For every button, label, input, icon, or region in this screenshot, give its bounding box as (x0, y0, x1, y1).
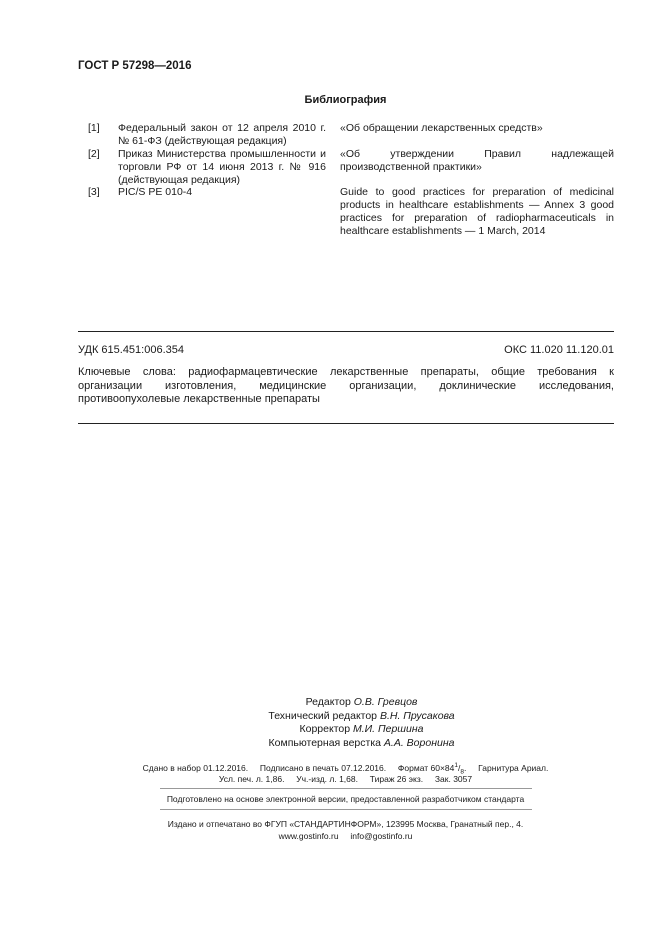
imprint-divider (160, 788, 532, 789)
credit-name: А.А. Воронина (383, 736, 455, 749)
bib-entry-number: [1] (88, 122, 100, 134)
standard-number: ГОСТ Р 57298—2016 (78, 60, 192, 72)
bib-entry-source: Приказ Министерства промышленности и торговли РФ от 14 июня 2013 г. № 916 (действующая редакция) (118, 148, 326, 186)
bib-entry-source: PIC/S PE 010-4 (118, 186, 193, 198)
credit-name: О.В. Гревцов (353, 696, 418, 708)
credit-tech-editor (62, 710, 661, 724)
bibliography-title: Библиография (304, 94, 387, 106)
bottom-divider (78, 423, 614, 424)
credit-role: Компьютерная верстка (268, 736, 381, 749)
keywords: Ключевые слова: радиофармацевтические лекарственные препараты, общие требования к организации изготовления, медицинские организации, доклинические исследования, противоопухолевые лекарственные препараты (78, 366, 614, 405)
credit-role: Редактор (305, 696, 351, 708)
top-divider (78, 331, 614, 332)
credit-role: Корректор (299, 723, 351, 735)
credit-name: В.Н. Прусакова (379, 709, 455, 722)
bib-entry-title: «Об обращении лекарственных средств» (340, 122, 543, 134)
credits-block (0, 696, 661, 750)
credit-corrector (62, 723, 661, 737)
imprint-line-2: Усл. печ. л. 1,86. Уч.-изд. л. 1,68. Тираж 26 экз. Зак. 3057 (218, 774, 473, 784)
bib-entry-number: [3] (88, 186, 100, 198)
bib-entry-source: Федеральный закон от 12 апреля 2010 г. № 61-ФЗ (действующая редакция) (118, 122, 326, 147)
credit-role: Технический редактор (268, 709, 378, 722)
format-fraction-numerator: 1 (454, 762, 458, 769)
bib-entry-title: «Об утверждении Правил надлежащей производственной практики» (340, 148, 614, 173)
web-contacts: www.gostinfo.ru info@gostinfo.ru (278, 831, 413, 841)
credit-name: М.И. Першина (353, 723, 424, 735)
bib-entry-title: Guide to good practices for preparation of medicinal products in healthcare establishments — Annex 3 good practices for preparation of radiopharmaceuticals in healthcare establishments — 1 March, 2014 (340, 186, 614, 237)
publisher-line: Издано и отпечатано во ФГУП «СТАНДАРТИНФОРМ», 123995 Москва, Гранатный пер., 4. (167, 819, 524, 829)
imprint-text: . Гарнитура Ариал. (464, 762, 549, 773)
publisher-divider (160, 809, 532, 810)
imprint-line-1: Сдано в набор 01.12.2016. Подписано в печать 07.12.2016. Формат $60\times 84^1/_8$. Гарнитура Ариал. (142, 762, 549, 776)
imprint-text: Сдано в набор 01.12.2016. Подписано в печать 07.12.2016. Формат 60×84 (142, 762, 455, 773)
oks-code: ОКС 11.020 11.120.01 (504, 344, 614, 356)
format-fraction-denominator: 8 (460, 768, 464, 776)
bib-entry-number: [2] (88, 148, 100, 160)
udk-code: УДК 615.451:006.354 (78, 344, 184, 356)
credit-layout (62, 737, 661, 751)
prepared-note: Подготовлено на основе электронной версии, предоставленной разработчиком стандарта (166, 794, 525, 804)
credit-editor (62, 696, 661, 710)
